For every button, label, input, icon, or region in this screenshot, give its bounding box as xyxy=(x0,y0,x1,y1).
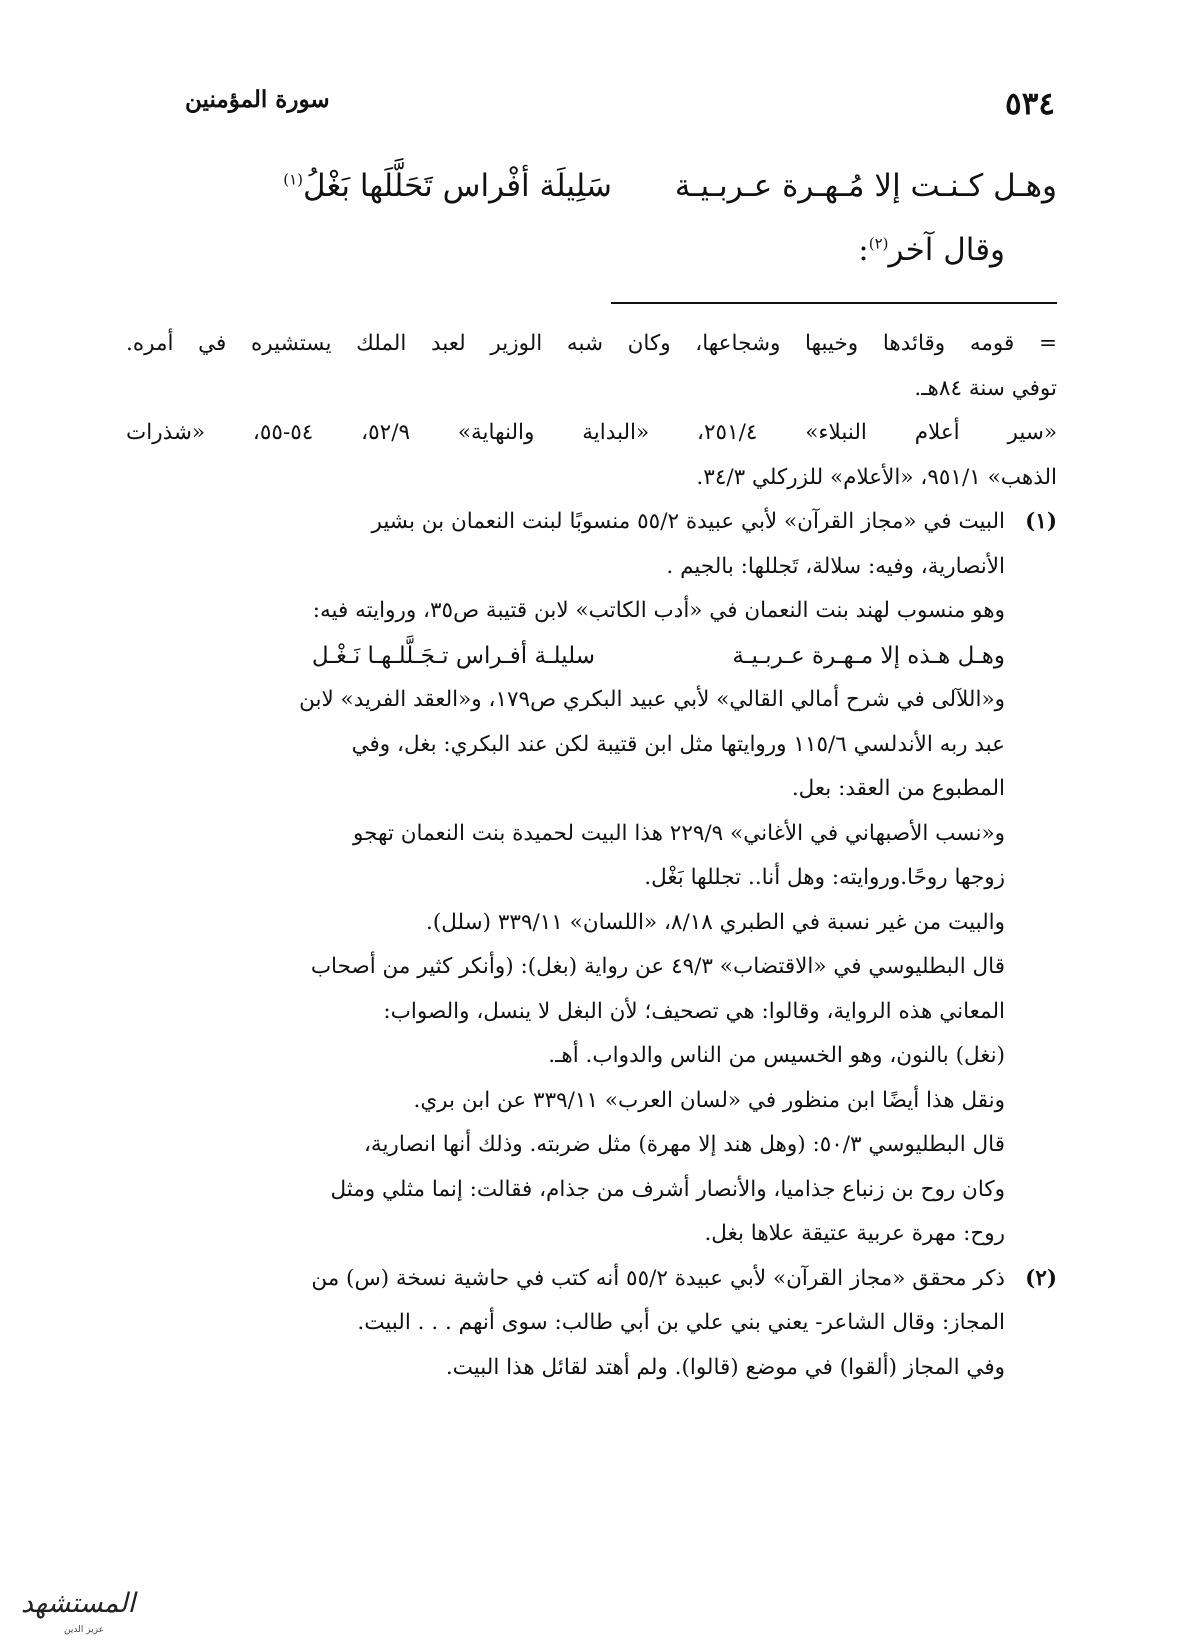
footnote-line: وهو منسوب لهند بنت النعمان في «أدب الكاتب» لابن قتيبة ص٣٥، وروايته فيه: xyxy=(312,598,1005,623)
footnote-line: المعاني هذه الرواية، وقالوا: هي تصحيف؛ لأن البغل لا ينسل، والصواب: xyxy=(383,998,1005,1024)
watermark-text: المستشهد xyxy=(20,1588,136,1619)
verse-second-hemistich xyxy=(283,168,652,204)
verse-intro-text: وقال آخر xyxy=(888,232,1005,268)
poem-second-hemistich: سليلـة أفـراس تـجَـلَّلـهـا نَـغْـل xyxy=(311,642,595,669)
poem-first-hemistich: وهـل هـذه إلا مـهـرة عـربـيـة xyxy=(732,642,1005,669)
footnote-line: (نغل) بالنون، وهو الخسيس من الناس والدواب. أهـ. xyxy=(548,1043,1005,1068)
footnote-line: قال البطليوسي في «الاقتضاب» ٤٩/٣ عن رواية (بغل): (وأنكر كثير من أصحاب xyxy=(310,954,1005,979)
footnote-line: روح: مهرة عربية عتيقة علاها بغل. xyxy=(704,1221,1005,1246)
footnote-ref-1: (١) xyxy=(283,170,303,189)
footnote-ref-2: (٢) xyxy=(868,234,889,253)
footnote-poem-line xyxy=(126,634,1057,679)
footnote-line: وفي المجاز (ألقوا) في موضع (قالوا). ولم أهتد لقائل هذا البيت. xyxy=(445,1354,1005,1380)
footnote-line: الذهب» ٩٥١/١، «الأعلام» للزركلي ٣٤/٣. xyxy=(696,464,1057,490)
watermark-small-text: عزيز الدين xyxy=(64,1625,104,1635)
footnote-separator xyxy=(611,302,1057,304)
footnote-line: المطبوع من العقد: بعل. xyxy=(791,776,1005,801)
footnote-1-first-line xyxy=(126,500,1057,545)
footnote-line-text: البيت في «مجاز القرآن» لأبي عبيدة ٥٥/٢ منسوبًا لبنت النعمان بن بشير xyxy=(371,509,1005,534)
footnote-line: زوجها روحًا.وروايته: وهل أنا.. تجللها بَغْل. xyxy=(644,865,1005,890)
verse-first-hemistich: وهـل كـنـت إلا مُـهـرة عـربـيـة xyxy=(674,168,1057,204)
footnote-line: المجاز: وقال الشاعر- يعني بني علي بن أبي طالب: سوى أنهم . . . البيت. xyxy=(357,1310,1005,1335)
footnote-line: والبيت من غير نسبة في الطبري ٨/١٨، «اللسان» ٣٣٩/١١ (سلل). xyxy=(425,909,1005,935)
verse-intro-colon: : xyxy=(858,232,869,268)
footnote-2-first-line xyxy=(126,1257,1057,1302)
footnote-line: «سير أعلام النبلاء» ٢٥١/٤، «البداية والنهاية» ٥٢/٩، ٥٤-٥٥، «شذرات xyxy=(126,420,1057,445)
footnote-line: = قومه وقائدها وخيبها وشجاعها، وكان شبه الوزير لعبد الملك يستشيره في أمره. xyxy=(126,331,1057,356)
footnote-line: قال البطليوسي ٥٠/٣: (وهل هند إلا مهرة) مثل ضربته. وذلك أنها انصارية، xyxy=(363,1132,1005,1157)
footnote-line: ونقل هذا أيضًا ابن منظور في «لسان العرب» ٣٣٩/١١ عن ابن بري. xyxy=(413,1087,1005,1113)
footnotes xyxy=(126,322,1057,1390)
footnote-2-marker: (٢) xyxy=(1025,1265,1057,1291)
footnote-line: عبد ربه الأندلسي ١١٥/٦ وروايتها مثل ابن قتيبة لكن عند البكري: بغل، وفي xyxy=(351,731,1005,757)
surah-title: سورة المؤمنين xyxy=(185,86,330,113)
footnote-1-marker: (١) xyxy=(1025,509,1057,534)
verse-line-2 xyxy=(130,232,1005,268)
page-number: ٥٣٤ xyxy=(1005,86,1055,122)
verse-line-1 xyxy=(130,168,1057,204)
footnote-line: وكان روح بن زنباع جذاميا، والأنصار أشرف من جذام، فقالت: إنما مثلي ومثل xyxy=(330,1176,1005,1202)
footnote-line: و«نسب الأصبهاني في الأغاني» ٢٢٩/٩ هذا البيت لحميدة بنت النعمان تهجو xyxy=(353,820,1005,846)
footnote-line: و«اللآلى في شرح أمالي القالي» لأبي عبيد البكري ص١٧٩، و«العقد الفريد» لابن xyxy=(299,687,1005,712)
watermark-logo xyxy=(14,1572,142,1640)
page-header xyxy=(130,84,1055,124)
footnote-line: توفي سنة ٨٤هـ. xyxy=(914,375,1057,401)
verse-second-hemistich-text: سَلِيلَة أفْراس تَحَلَّلَها بَغْلُ xyxy=(303,168,612,204)
footnote-line: الأنصارية، وفيه: سلالة، تَجللها: بالجيم . xyxy=(666,553,1005,579)
footnote-line-text: ذكر محقق «مجاز القرآن» لأبي عبيدة ٥٥/٢ أنه كتب في حاشية نسخة (س) من xyxy=(311,1265,1005,1291)
